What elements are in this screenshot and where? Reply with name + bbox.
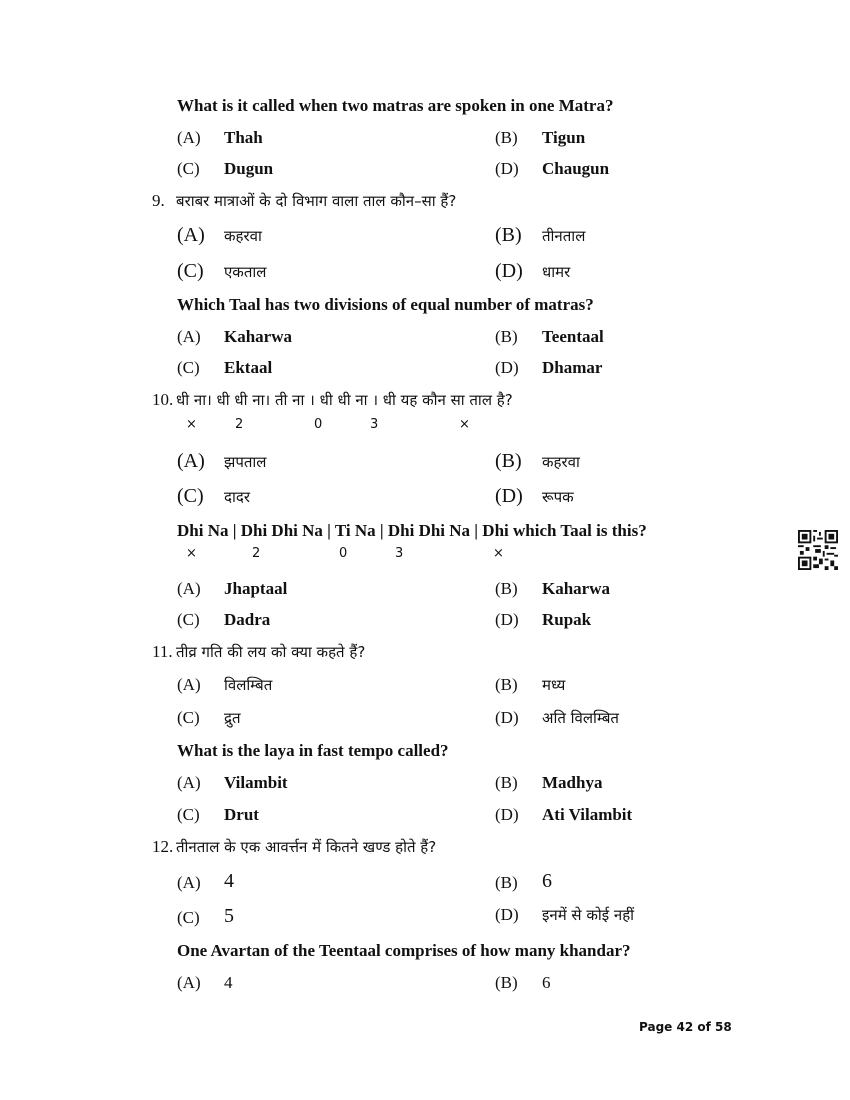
q10-en-opt-c-label: (C): [177, 610, 200, 629]
q10-en-opt-b-label: (B): [495, 579, 518, 598]
q9-en-opt-b-label: (B): [495, 327, 518, 346]
q12-hi-opt-c: 5: [224, 905, 234, 927]
q8-en-opt-d: Chaugun: [542, 159, 610, 178]
qr-code-icon: [798, 530, 838, 570]
q12-hi-opt-b: 6: [542, 870, 552, 892]
q9-hi-question: बराबर मात्राओं के दो विभाग वाला ताल कौन–सा हैं?: [176, 192, 457, 210]
q9-hi-opt-b: तीनताल: [542, 227, 586, 245]
q12-hi-opt-a: 4: [224, 870, 234, 892]
q11-hi-opt-d-label: (D): [495, 708, 519, 727]
q10-en-mark-2: 2: [252, 546, 261, 561]
q12-hi-opt-b-label: (B): [495, 873, 518, 892]
q12-hi-opt-d-label: (D): [495, 905, 519, 924]
q10-en-mark-5: ×: [493, 546, 504, 561]
q10-en-mark-3: 0: [339, 546, 348, 561]
q9-hi-opt-a-label: (A): [177, 224, 205, 246]
q8-en-opt-b: Tigun: [542, 128, 586, 147]
q11-en-opt-d: Ati Vilambit: [542, 805, 633, 824]
q12-en-opt-b-label: (B): [495, 973, 518, 992]
q9-en-opt-d: Dhamar: [542, 358, 603, 377]
q12-en-opt-a-label: (A): [177, 973, 201, 992]
q10-en-opt-b: Kaharwa: [542, 579, 610, 598]
q10-hi-opt-b: कहरवा: [542, 453, 580, 471]
q10-hi-mark-1: ×: [186, 417, 197, 432]
q9-en-opt-a-label: (A): [177, 327, 201, 346]
q11-en-question: What is the laya in fast tempo called?: [177, 741, 449, 760]
q10-en-opt-a: Jhaptaal: [224, 579, 288, 598]
q9-hi-opt-d-label: (D): [495, 260, 523, 282]
q10-number: 10.: [152, 390, 174, 409]
q8-en-opt-c-label: (C): [177, 159, 200, 178]
q11-hi-opt-c-label: (C): [177, 708, 200, 727]
q12-hi-question: तीनताल के एक आवर्त्तन में कितने खण्ड होते हैं?: [176, 838, 437, 856]
q9-number: 9.: [152, 191, 165, 210]
page-number: Page 42 of 58: [639, 1020, 732, 1034]
q11-en-opt-b-label: (B): [495, 773, 518, 792]
q9-hi-opt-b-label: (B): [495, 224, 522, 246]
q9-hi-opt-c: एकताल: [224, 263, 267, 281]
q10-hi-mark-3: 0: [314, 417, 323, 432]
q10-hi-opt-a-label: (A): [177, 450, 205, 472]
q11-hi-question: तीव्र गति की लय को क्या कहते हैं?: [176, 643, 366, 661]
q12-hi-opt-a-label: (A): [177, 873, 201, 892]
q12-number: 12.: [152, 837, 174, 856]
q10-en-mark-1: ×: [186, 546, 197, 561]
q10-en-question: Dhi Na | Dhi Dhi Na | Ti Na | Dhi Dhi Na | Dhi which Taal is this?: [177, 521, 647, 540]
q8-en-opt-c: Dugun: [224, 159, 274, 178]
q9-en-opt-c: Ektaal: [224, 358, 273, 377]
q10-hi-opt-d-label: (D): [495, 485, 523, 507]
q10-hi-opt-d: रूपक: [542, 488, 574, 506]
q11-hi-opt-c: द्रुत: [224, 709, 241, 727]
q11-en-opt-d-label: (D): [495, 805, 519, 824]
q8-en-question: What is it called when two matras are spoken in one Matra?: [177, 96, 614, 115]
q10-hi-mark-5: ×: [459, 417, 470, 432]
q10-en-mark-4: 3: [395, 546, 404, 561]
q9-hi-opt-a: कहरवा: [224, 227, 262, 245]
q12-en-opt-a: 4: [224, 973, 233, 992]
q9-en-opt-a: Kaharwa: [224, 327, 292, 346]
q10-hi-opt-c: दादर: [224, 488, 250, 506]
q11-number: 11.: [152, 642, 173, 661]
q9-en-opt-b: Teentaal: [542, 327, 604, 346]
q11-en-opt-a-label: (A): [177, 773, 201, 792]
q11-en-opt-c-label: (C): [177, 805, 200, 824]
q11-en-opt-b: Madhya: [542, 773, 603, 792]
q10-hi-opt-b-label: (B): [495, 450, 522, 472]
q9-en-opt-d-label: (D): [495, 358, 519, 377]
q11-en-opt-c: Drut: [224, 805, 259, 824]
q9-en-question: Which Taal has two divisions of equal number of matras?: [177, 295, 594, 314]
q10-en-opt-d: Rupak: [542, 610, 592, 629]
q10-en-opt-c: Dadra: [224, 610, 271, 629]
q12-en-opt-b: 6: [542, 973, 551, 992]
q9-en-opt-c-label: (C): [177, 358, 200, 377]
q12-en-question: One Avartan of the Teentaal comprises of how many khandar?: [177, 941, 631, 960]
q11-hi-opt-b: मध्य: [542, 676, 566, 694]
q9-hi-opt-c-label: (C): [177, 260, 204, 282]
q8-en-opt-b-label: (B): [495, 128, 518, 147]
q8-en-opt-a: Thah: [224, 128, 263, 147]
q10-en-opt-a-label: (A): [177, 579, 201, 598]
q10-hi-opt-c-label: (C): [177, 485, 204, 507]
q11-hi-opt-a: विलम्बित: [224, 676, 273, 694]
q11-hi-opt-d: अति विलम्बित: [542, 709, 619, 727]
q9-hi-opt-d: धामर: [542, 263, 571, 281]
q11-hi-opt-b-label: (B): [495, 675, 518, 694]
q8-en-opt-a-label: (A): [177, 128, 201, 147]
q10-en-opt-d-label: (D): [495, 610, 519, 629]
q10-hi-opt-a: झपताल: [224, 453, 267, 471]
q10-hi-mark-4: 3: [370, 417, 379, 432]
q8-en-opt-d-label: (D): [495, 159, 519, 178]
q10-hi-mark-2: 2: [235, 417, 244, 432]
q11-hi-opt-a-label: (A): [177, 675, 201, 694]
q10-hi-question: धी ना। धी धी ना। ती ना । धी धी ना । धी यह कौन सा ताल है?: [176, 391, 513, 409]
q11-en-opt-a: Vilambit: [224, 773, 288, 792]
q12-hi-opt-d: इनमें से कोई नहीं: [542, 906, 635, 924]
q12-hi-opt-c-label: (C): [177, 908, 200, 927]
